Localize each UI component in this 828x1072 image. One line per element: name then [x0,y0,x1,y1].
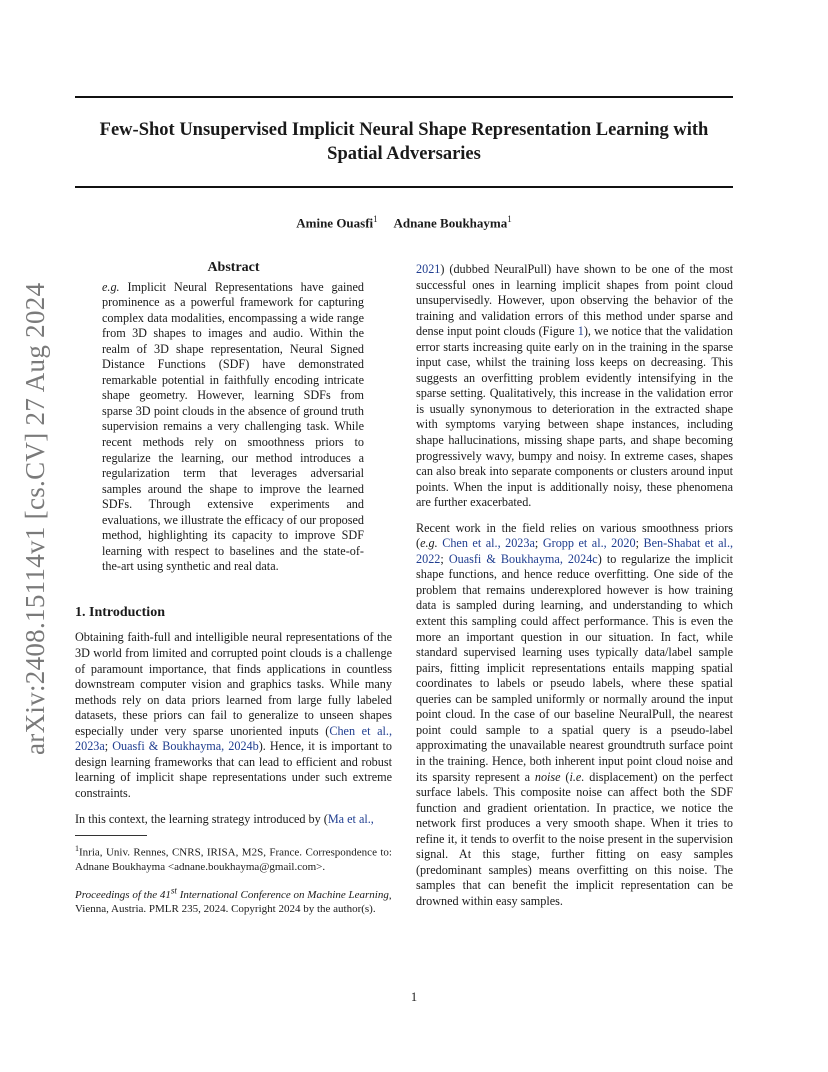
right-p2-sep: ; [635,536,644,551]
right-paragraph-1 [416,262,733,511]
abstract-text: Implicit Neural Representations have gained prominence as a powerful framework for capturing complex data modalities, encompassing a wide range from 3D shapes to images and audio. Within the realm of 3D shape representation, Neural Signed Distance Functions (SDF) have demonstrated remarkable potential in faithfully encoding intricate shape geometry. However, learning SDFs from sparse 3D point clouds in the absence of ground truth supervision remains a very challenging task. While recent methods rely on smoothness priors to regularize the learning, our method introduces a regularization term that leverages adversarial samples around the shape to improve the learned SDFs. Through extensive experiments and evaluations, we illustrate the efficacy of our proposed method, highlighting its capacity to improve SDF learning with respect to baselines and the state-of-the-art using synthetic and real data. [102,279,364,574]
citation-link[interactable]: Gropp et al., 2020 [542,536,636,551]
citation-link[interactable]: Ouasfi & Boukhayma, 2024b [112,739,259,754]
intro-paragraph-2 [75,812,392,828]
page-number: 1 [410,990,418,1004]
intro-p2-text: In this context, the learning strategy introduced by ( [75,811,328,826]
right-p1-text-b: ), we notice that the validation error starts increasing quite early on in the training in the sparse input case, whilst the training loss keeps on decreasing. This suggests an overfitting problem evidently intensifying in the sparse setting. Qualitatively, this increase in the validation error is usually synonymous to deterioration in the extracted shape with symptoms varying between shape instances, including shape hallucinations, missing shape parts, and shape becoming progressively wavy, bumpy and noisy. In extreme cases, shapes can also break into separate components or clusters around input points. When the input is additionally noisy, these phenomena are further exacerbated. [416,324,733,510]
proceedings-note [75,884,392,917]
intro-p1-sep: ; [104,739,113,754]
author-list [75,214,733,231]
figure-link[interactable]: 1 [577,324,584,339]
right-p2-eg: e.g. [420,536,438,551]
title-line-2: Spatial Adversaries [327,144,481,164]
abstract-body [102,280,364,575]
right-p2-noise: noise [534,769,561,784]
paper-title [75,118,733,166]
arxiv-stamp: arXiv:2408.15114v1 [cs.CV] 27 Aug 2024 [20,282,50,755]
right-p2-sep: ; [440,551,449,566]
footnote-rule [75,835,147,836]
section-heading-introduction: 1. Introduction [75,604,165,620]
proceedings-c: , Vienna, Austria. PMLR 235, 2024. Copyright 2024 by the author(s). [75,889,392,916]
right-p1-text-a: ) (dubbed NeuralPull) have shown to be one of the most successful ones in learning implicit shapes from point cloud unsupervisedly. However, upon observing the behavior of the training and validation errors of this method under sparse and dense input point clouds (Figure [416,262,733,339]
author-2-affiliation: 1 [507,214,512,224]
author-1-affiliation: 1 [373,214,378,224]
right-p2-sep: ; [534,536,543,551]
right-p2-ie: i.e. [569,769,585,784]
intro-paragraph-1 [75,630,392,801]
author-1: Amine Ouasfi [296,215,374,231]
proceedings-sup: st [170,885,177,896]
top-rule [75,96,733,98]
proceedings-b: International Conference on Machine Learning [176,889,389,902]
right-p2-text-b: ) to regularize the implicit shape functions, and hence reduce overfitting. One side of the problem that remains underexplored however is how training data is sampled during learning, and understanding to which extent this sampling could affect performance. This is even the more an important question in our situation. In fact, while standard supervised learning uses typically data/label sample pairs, fitting implicit representations entails mapping spatial coordinates to labels or pseudo labels, where these spatial queries can be sampled uniformly or normally around the input point cloud. In the case of our baseline NeuralPull, the nearest point could sample to a spatial query is a pseudo-label approximating the unavailable nearest groundtruth surface point in the training. Hence, both inherent input point cloud noise and its sparsity represent a [416,551,734,784]
intro-p1-text-a: Obtaining faith-full and intelligible neural representations of the 3D world from limited and corrupted point clouds is a challenge of paramount importance, that finds applications in countless downstream computer vision and graphics tasks. While many methods rely on data priors learned from large fully labeled datasets, these priors can fail to generalize to unseen shapes especially under very sparse unoriented inputs ( [75,630,392,738]
citation-link[interactable]: Chen et al., 2023a [442,536,535,551]
footnote-affiliation [75,842,392,874]
footnote-mark: 1 [75,844,79,854]
citation-link[interactable]: Ma et al., [327,811,374,826]
abstract-heading: Abstract [207,260,260,275]
title-line-1: Few-Shot Unsupervised Implicit Neural Shape Representation Learning with [99,120,709,140]
left-column [75,260,392,916]
author-2: Adnane Boukhayma [393,215,508,231]
bottom-rule [75,186,733,188]
citation-link[interactable]: Chen et al., 2023a [75,723,392,754]
citation-link[interactable]: 2021 [416,262,441,276]
citation-link[interactable]: Ben-Shabat et al., 2022 [416,536,734,566]
abstract-lead: e.g. [102,279,120,294]
citation-link[interactable]: Ouasfi & Boukhayma, 2024c [448,551,598,566]
right-p2-text-d: displacement) on the perfect surface labels. This composite noise can affect both the SDF function and gradient orientation. In practice, we notice the network first produces a very smooth shape. When it tries to refine it, it tends to overfit to the noise present in the supervision signal. At this stage, further fitting on easy samples (predominant samples) means overfitting on this noise. The samples that can benefit the implicit representation can be drowned within easy samples. [416,769,734,908]
right-p2-text-a: Recent work in the field relies on various smoothness priors ( [416,520,733,551]
right-paragraph-2 [416,521,733,910]
footnote-text: Inria, Univ. Rennes, CNRS, IRISA, M2S, France. Correspondence to: Adnane Boukhayma <adnane.boukhayma@gmail.com>. [75,846,392,873]
proceedings-a: Proceedings of the 41 [75,889,171,902]
intro-p1-text-b: ). Hence, it is important to design learning frameworks that can lead to efficient and robust learning of implicit shape representations under such extreme constraints. [75,739,393,800]
right-column [416,262,733,919]
right-p2-text-c: ( [560,769,570,784]
